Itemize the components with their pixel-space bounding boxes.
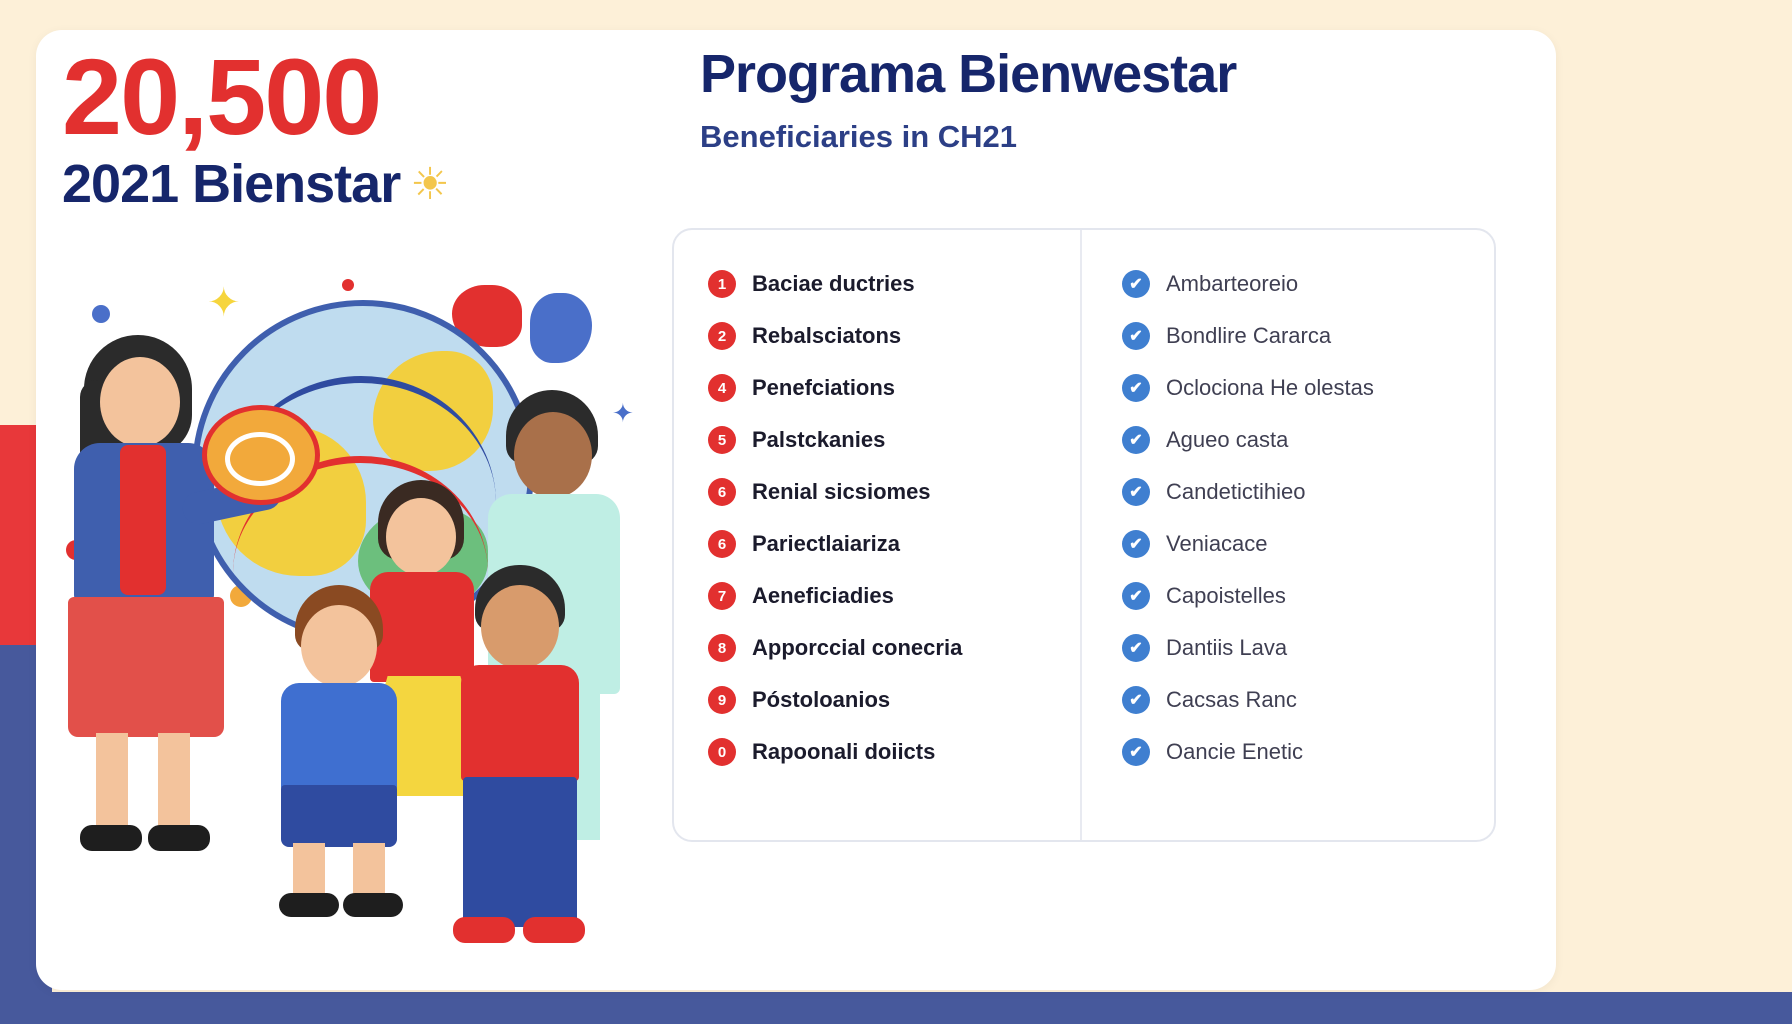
heading-block [700,45,1540,156]
head [481,585,559,669]
check-icon: ✔ [1122,530,1150,558]
list-item-label: Palstckanies [752,427,886,452]
numbered-list [674,230,1080,840]
number-badge: 5 [708,426,736,454]
page-title: Programa Bienwestar [700,44,1237,104]
list-item[interactable] [1122,518,1494,570]
list-item[interactable] [708,570,1080,622]
number-badge: 6 [708,530,736,558]
check-icon: ✔ [1122,738,1150,766]
checked-list [1080,230,1494,840]
list-item-label: Pariectlaiariza [752,531,900,556]
list-item[interactable] [708,310,1080,362]
list-item-label: Cacsas Ranc [1166,687,1297,712]
number-badge: 0 [708,738,736,766]
leg [96,733,128,833]
list-item-label: Agueo casta [1166,427,1289,452]
list-item[interactable] [1122,414,1494,466]
sparkle-icon: ✦ [207,281,241,325]
page-subtitle: Beneficiaries in CH21 [700,119,1018,155]
check-icon: ✔ [1122,322,1150,350]
list-item-label: Baciae ductries [752,271,915,296]
stat-label-row [62,155,662,214]
check-icon: ✔ [1122,686,1150,714]
held-globe-icon [202,405,320,505]
list-item[interactable] [1122,674,1494,726]
swirl [225,432,295,486]
stat-block [62,36,662,215]
head [514,412,592,498]
list-item-label: Oancie Enetic [1166,739,1303,764]
list-item[interactable] [708,518,1080,570]
stat-number: 20,500 [62,36,381,157]
number-badge: 6 [708,478,736,506]
list-item[interactable] [1122,622,1494,674]
decorative-band-bottom [0,992,1792,1024]
stat-label: 2021 Bienstar [62,154,401,215]
list-item[interactable] [708,258,1080,310]
shoe [80,825,142,851]
list-item-label: Ambarteoreio [1166,271,1299,296]
list-item-label: Rapoonali doiicts [752,739,936,764]
shoe [523,917,585,943]
list-item-label: Dantiis Lava [1166,635,1288,660]
check-icon: ✔ [1122,634,1150,662]
decorative-blob-blue [530,293,592,363]
shoe [343,893,403,917]
pants [463,777,577,927]
sparkle-icon: ✦ [612,398,634,428]
list-item-label: Rebalsciatons [752,323,902,348]
number-badge: 2 [708,322,736,350]
figure-woman [62,335,252,855]
list-item[interactable] [1122,466,1494,518]
list-item-label: Aeneficiadies [752,583,894,608]
vest [120,445,166,595]
shorts [281,785,397,847]
torso [281,683,397,791]
shoe [148,825,210,851]
skirt [68,597,224,737]
list-item-label: Capoistelles [1166,583,1286,608]
list-item[interactable] [708,674,1080,726]
list-item-label: Veniacace [1166,531,1268,556]
head [386,498,456,576]
figure-boy-red [447,565,617,885]
illustration [52,265,642,855]
list-item[interactable] [708,362,1080,414]
leg [158,733,190,833]
list-item[interactable] [708,726,1080,778]
head [301,605,377,687]
number-badge: 1 [708,270,736,298]
check-icon: ✔ [1122,478,1150,506]
decorative-dot [342,279,354,291]
list-item[interactable] [708,414,1080,466]
list-panel [672,228,1496,842]
check-icon: ✔ [1122,374,1150,402]
list-item-label: Póstoloanios [752,687,891,712]
list-item-label: Penefciations [752,375,896,400]
list-item-label: Candetictihieo [1166,479,1306,504]
list-item-label: Renial sicsiomes [752,479,931,504]
list-item[interactable] [1122,258,1494,310]
list-item[interactable] [1122,310,1494,362]
list-item-label: Oclociona He olestas [1166,375,1374,400]
list-item-label: Apporccial conecria [752,635,963,660]
check-icon: ✔ [1122,582,1150,610]
list-item[interactable] [1122,570,1494,622]
decorative-dot [92,305,110,323]
shoe [453,917,515,943]
list-item[interactable] [708,466,1080,518]
number-badge: 9 [708,686,736,714]
number-badge: 7 [708,582,736,610]
check-icon: ✔ [1122,426,1150,454]
list-item[interactable] [1122,726,1494,778]
torso [461,665,579,781]
list-item[interactable] [708,622,1080,674]
shoe [279,893,339,917]
list-item[interactable] [1122,362,1494,414]
number-badge: 8 [708,634,736,662]
figure-boy-blue [267,585,437,875]
check-icon: ✔ [1122,270,1150,298]
list-item-label: Bondlire Cararca [1166,323,1332,348]
head [100,357,180,447]
sun-icon: ☀ [410,160,450,210]
number-badge: 4 [708,374,736,402]
